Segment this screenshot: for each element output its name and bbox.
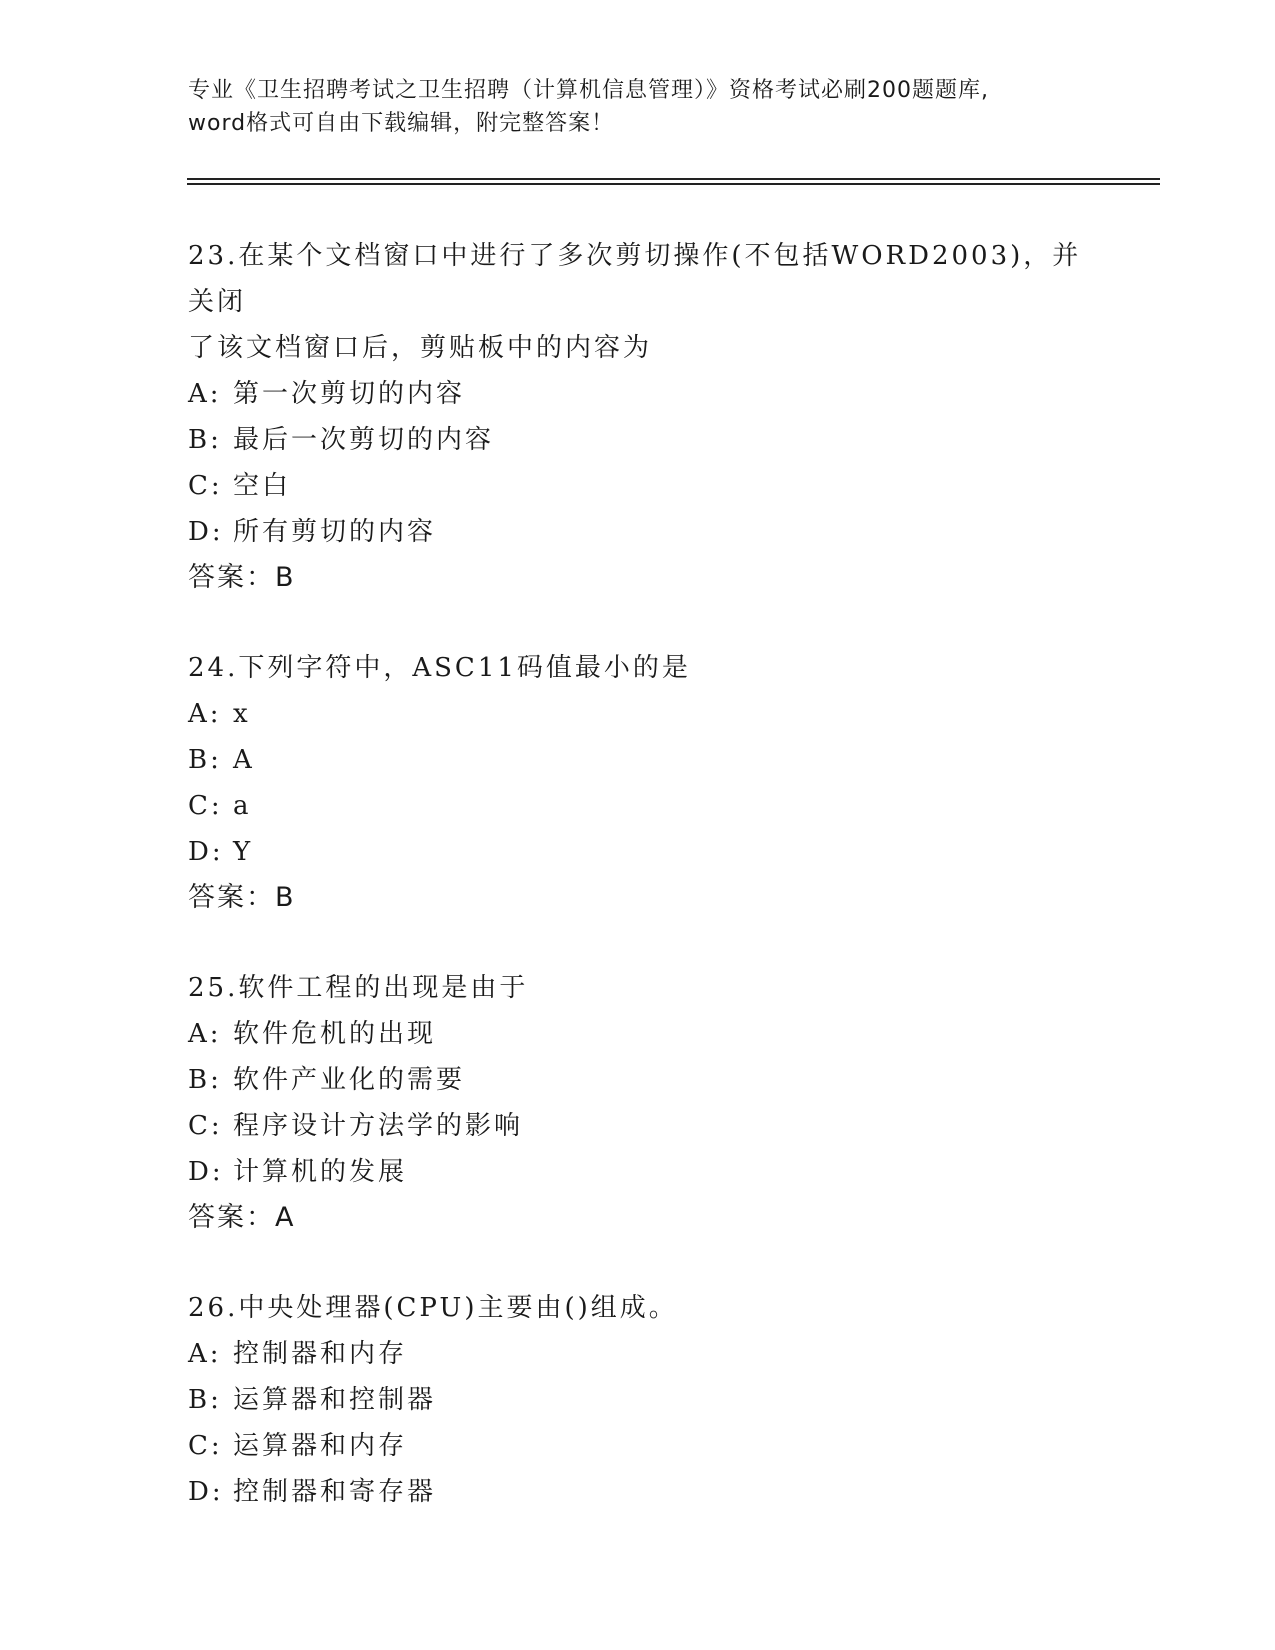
question-23: [188, 233, 1108, 601]
option-d: [188, 1149, 1108, 1195]
option-a: [188, 1011, 1108, 1057]
option-text: 所有剪切的内容: [233, 517, 437, 547]
header-line-2: word格式可自由下载编辑，附完整答案！: [188, 111, 615, 136]
option-key: D:: [188, 1477, 224, 1507]
option-b: [188, 737, 1108, 783]
option-key: B:: [188, 1065, 222, 1095]
option-a: [188, 371, 1108, 417]
option-text: 控制器和内存: [233, 1339, 408, 1369]
option-key: B:: [188, 1385, 222, 1415]
option-c: [188, 1103, 1108, 1149]
question-text: 26.中央处理器(CPU)主要由()组成。: [188, 1293, 678, 1323]
header-divider-top: [187, 178, 1160, 180]
option-key: A:: [188, 379, 222, 409]
header-line-1: 专业《卫生招聘考试之卫生招聘（计算机信息管理）》资格考试必刷200题题库,: [188, 78, 989, 103]
option-d: [188, 829, 1108, 875]
question-26: [188, 1285, 1108, 1515]
option-text: Y: [233, 837, 254, 867]
option-text: 最后一次剪切的内容: [233, 425, 495, 455]
option-text: A: [233, 745, 255, 775]
question-text: 24.下列字符中，ASC11码值最小的是: [188, 653, 691, 683]
document-header: [188, 74, 1088, 140]
option-key: C:: [188, 471, 223, 501]
option-key: C:: [188, 1431, 223, 1461]
option-d: [188, 509, 1108, 555]
answer-line: 答案：B: [188, 562, 296, 593]
option-text: 软件产业化的需要: [233, 1065, 466, 1095]
option-text: 运算器和控制器: [233, 1385, 437, 1415]
option-c: [188, 783, 1108, 829]
question-text: 23.在某个文档窗口中进行了多次剪切操作(不包括WORD2003)，并关闭: [188, 241, 1082, 317]
option-a: [188, 1331, 1108, 1377]
option-a: [188, 691, 1108, 737]
header-divider-bottom: [187, 183, 1160, 185]
answer-line: 答案：B: [188, 882, 296, 913]
option-text: 运算器和内存: [233, 1431, 408, 1461]
option-text: 计算机的发展: [233, 1157, 408, 1187]
option-key: B:: [188, 425, 222, 455]
option-key: A:: [188, 1019, 222, 1049]
question-25: [188, 965, 1108, 1241]
option-b: [188, 417, 1108, 463]
option-c: [188, 1423, 1108, 1469]
option-key: C:: [188, 791, 223, 821]
question-list: [188, 233, 1108, 1559]
option-b: [188, 1377, 1108, 1423]
option-key: A:: [188, 1339, 222, 1369]
option-key: D:: [188, 1157, 224, 1187]
question-24: [188, 645, 1108, 921]
option-text: 软件危机的出现: [233, 1019, 437, 1049]
option-key: D:: [188, 517, 224, 547]
option-key: D:: [188, 837, 224, 867]
option-b: [188, 1057, 1108, 1103]
question-text: 25.软件工程的出现是由于: [188, 973, 529, 1003]
option-key: C:: [188, 1111, 223, 1141]
option-d: [188, 1469, 1108, 1515]
option-key: B:: [188, 745, 222, 775]
option-text: a: [233, 791, 252, 821]
option-text: x: [233, 699, 251, 729]
option-text: 空白: [233, 471, 292, 501]
question-text: 了该文档窗口后，剪贴板中的内容为: [188, 333, 653, 363]
option-text: 程序设计方法学的影响: [233, 1111, 524, 1141]
option-c: [188, 463, 1108, 509]
option-text: 控制器和寄存器: [233, 1477, 437, 1507]
option-key: A:: [188, 699, 222, 729]
answer-line: 答案：A: [188, 1202, 296, 1233]
option-text: 第一次剪切的内容: [233, 379, 466, 409]
